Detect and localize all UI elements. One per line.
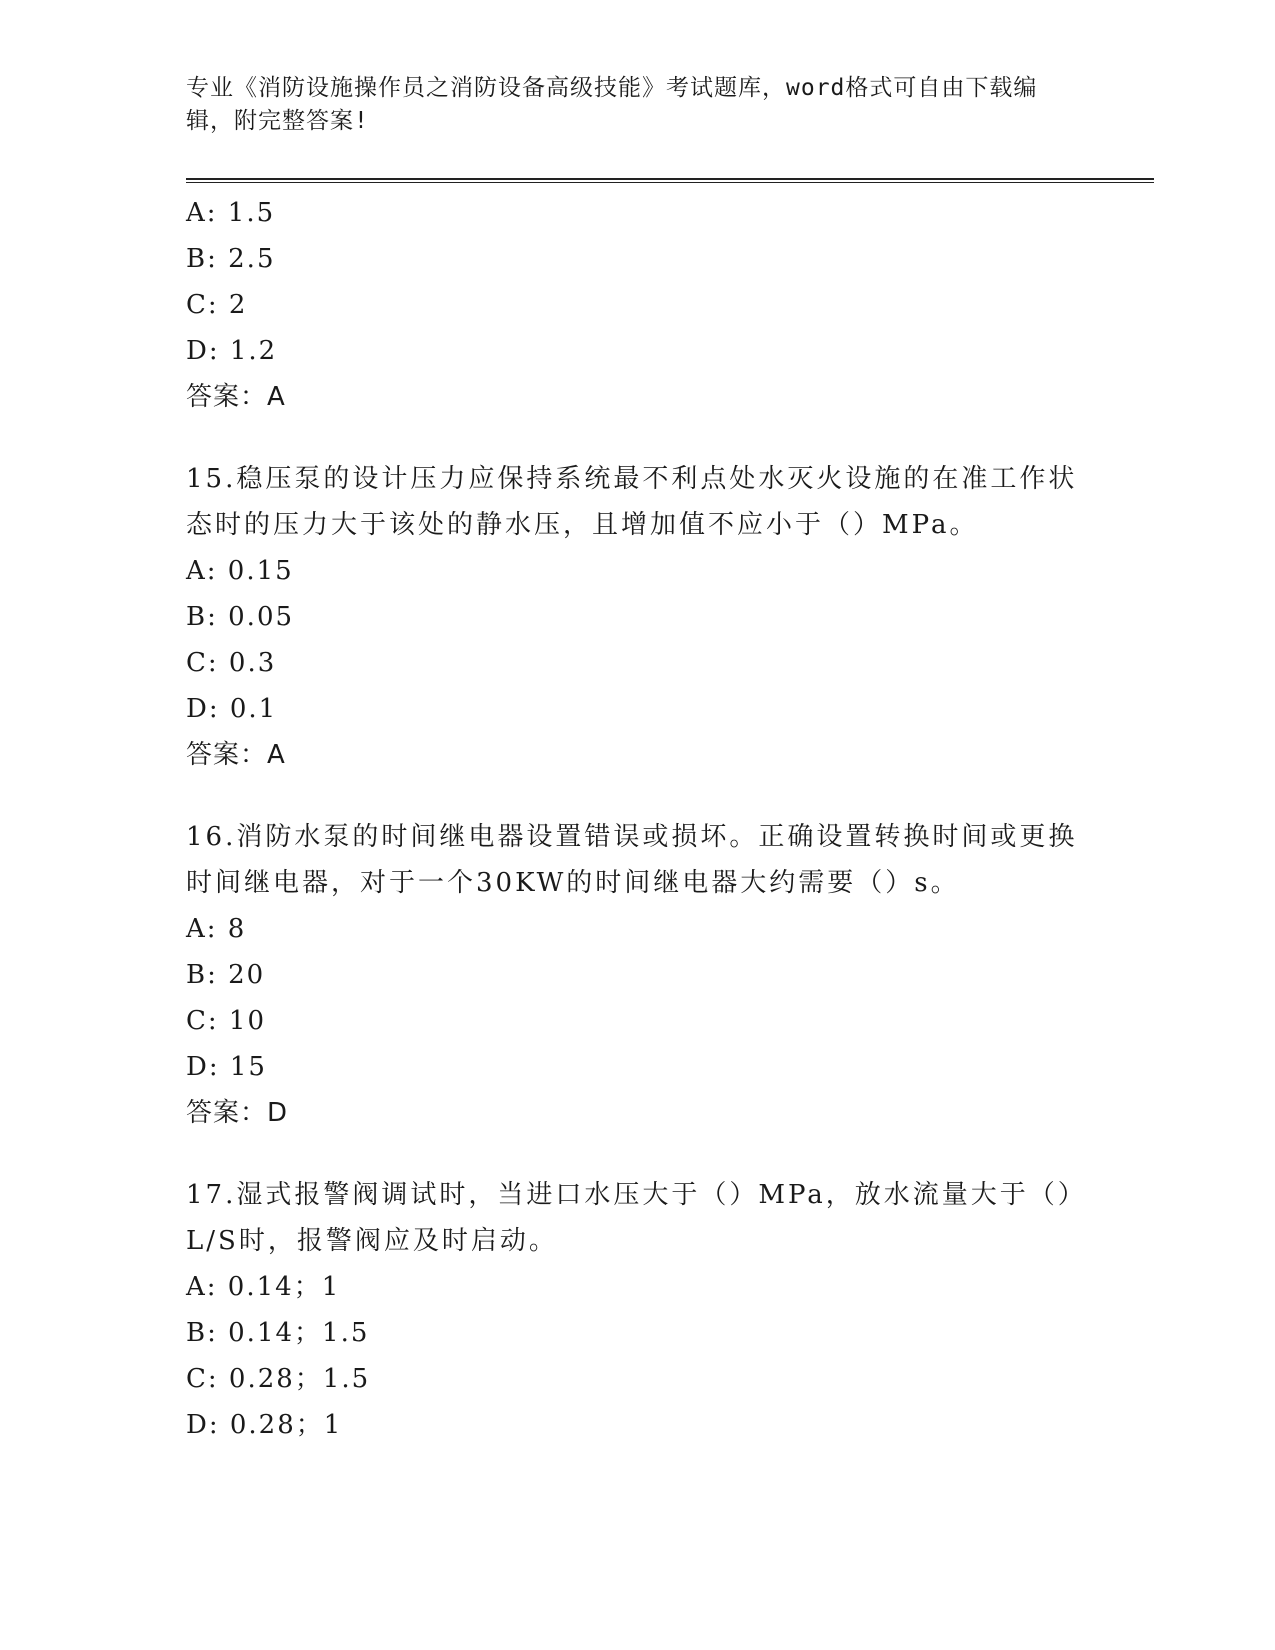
document-header: 专业《消防设施操作员之消防设备高级技能》考试题库，word格式可自由下载编辑，附完整答案! <box>186 75 1038 134</box>
option-c: C: 10 <box>186 1006 267 1036</box>
option-c: C: 0.28；1.5 <box>186 1364 371 1394</box>
option-d: D: 0.1 <box>186 694 278 724</box>
option-b: B: 2.5 <box>186 244 276 274</box>
header-divider-thin <box>186 182 1154 183</box>
option-b: B: 0.05 <box>186 602 295 632</box>
lead-options-block <box>186 190 1086 420</box>
option-c: C: 0.3 <box>186 648 277 678</box>
option-a: A: 1.5 <box>186 198 276 228</box>
answer-line: 答案：D <box>186 1098 289 1128</box>
answer-line: 答案：A <box>186 740 286 770</box>
question-text: 15.稳压泵的设计压力应保持系统最不利点处水灭火设施的在准工作状态时的压力大于该处的静水压，且增加值不应小于（）MPa。 <box>186 464 1078 540</box>
option-b: B: 0.14；1.5 <box>186 1318 370 1348</box>
question-text: 16.消防水泵的时间继电器设置错误或损坏。正确设置转换时间或更换时间继电器，对于一个30KW的时间继电器大约需要（）s。 <box>186 822 1078 898</box>
question-text: 17.湿式报警阀调试时，当进口水压大于（）MPa，放水流量大于（）L/S时，报警阀应及时启动。 <box>186 1180 1074 1256</box>
header-divider <box>186 178 1154 180</box>
option-b: B: 20 <box>186 960 266 990</box>
option-d: D: 15 <box>186 1052 267 1082</box>
option-a: A: 0.15 <box>186 556 294 586</box>
option-d: D: 1.2 <box>186 336 278 366</box>
option-a: A: 8 <box>186 914 247 944</box>
answer-line: 答案：A <box>186 382 286 412</box>
option-d: D: 0.28；1 <box>186 1410 343 1440</box>
option-a: A: 0.14；1 <box>186 1272 341 1302</box>
document-body <box>186 190 1086 1448</box>
question-15 <box>186 456 1086 778</box>
question-16 <box>186 814 1086 1136</box>
question-17 <box>186 1172 1086 1448</box>
option-c: C: 2 <box>186 290 248 320</box>
